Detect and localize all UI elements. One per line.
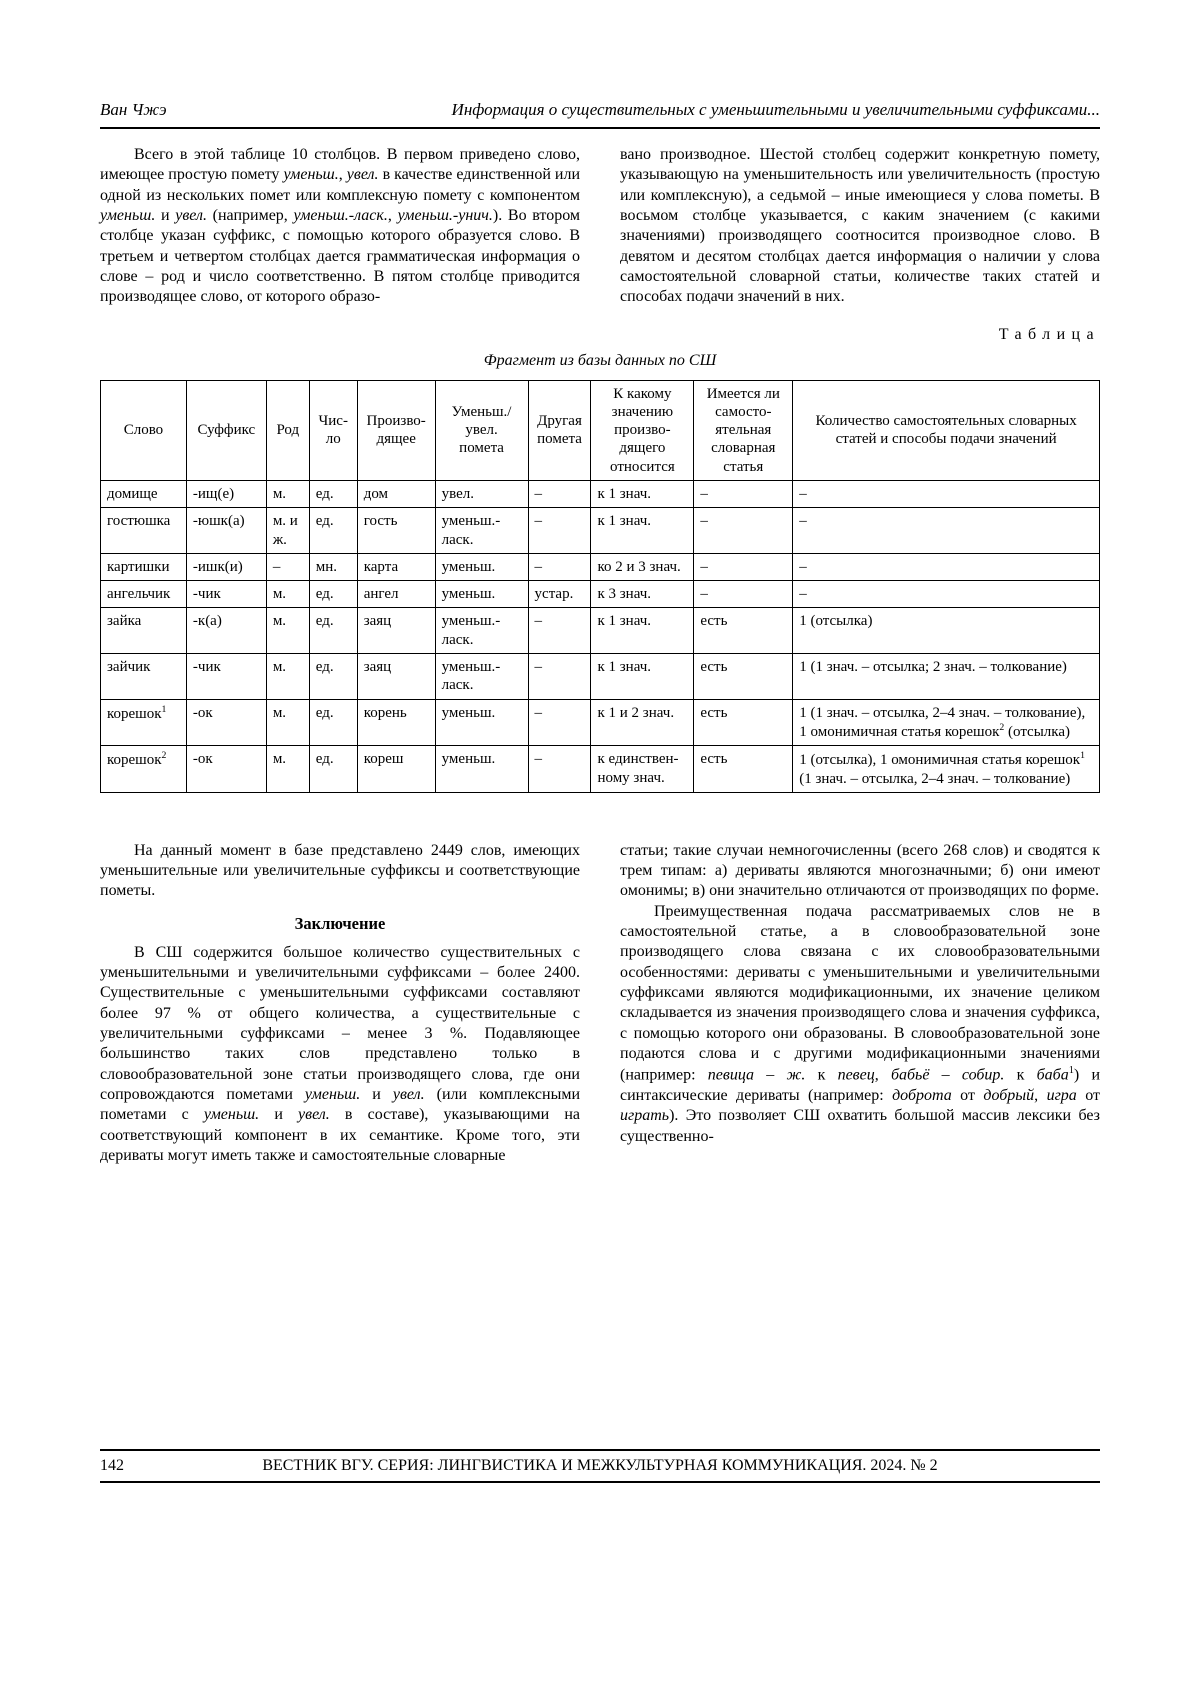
table-header-cell: Другая помета: [528, 380, 591, 480]
table-cell: есть: [694, 608, 793, 654]
table-cell: картишки: [101, 553, 187, 580]
table-cell: м.: [266, 581, 309, 608]
table-cell: м. и ж.: [266, 508, 309, 554]
page-number: 142: [100, 1457, 124, 1474]
table-header-row: [101, 380, 1100, 480]
table-cell: к 1 и 2 знач.: [591, 699, 694, 746]
paragraph: На данный момент в базе представлено 2449 слов, имеющих уменьшительные или увеличительные суффиксы и соответствующие пометы.: [100, 841, 580, 900]
table-cell: –: [793, 553, 1100, 580]
intro-right-paragraph: вано производное. Шестой столбец содержит конкретную помету, указывающую на уменьшительность или увеличительность (простую или комплексную), а седьмой – иные имеющиеся у слова пометы. В восьмом столбце указывается, с каким значением (с какими значениями) производящего соотносится производное слово. В девятом и десятом столбцах дается информация о наличии у слова самостоятельной словарной статьи, количестве таких статей и способах подачи значений в них.: [620, 146, 1100, 306]
table-cell: к 1 знач.: [591, 654, 694, 700]
table-cell: есть: [694, 699, 793, 746]
table-cell: ко 2 и 3 знач.: [591, 553, 694, 580]
table-cell: ед.: [309, 581, 357, 608]
intro-section: [100, 145, 1100, 308]
table-cell: м.: [266, 654, 309, 700]
table-cell: к 1 знач.: [591, 480, 694, 507]
table-cell: –: [528, 654, 591, 700]
table-cell: -к(а): [186, 608, 266, 654]
table-cell: –: [694, 480, 793, 507]
table-cell: уменьш.-ласк.: [435, 508, 528, 554]
table-header-cell: Имеется ли самостоятельная словарная статья: [694, 380, 793, 480]
table-cell: –: [694, 553, 793, 580]
table-caption: Фрагмент из базы данных по СШ: [483, 351, 717, 369]
table-cell: ед.: [309, 654, 357, 700]
table-cell: –: [793, 480, 1100, 507]
table-cell: ед.: [309, 508, 357, 554]
table-cell: –: [694, 508, 793, 554]
table-cell: –: [266, 553, 309, 580]
table-cell: -ок: [186, 746, 266, 793]
table-cell: –: [528, 699, 591, 746]
table-cell: мн.: [309, 553, 357, 580]
table-cell: уменьш.: [435, 553, 528, 580]
table-cell: ед.: [309, 699, 357, 746]
table-cell: заяц: [357, 654, 435, 700]
table-cell: есть: [694, 654, 793, 700]
table-row: [101, 480, 1100, 507]
table-cell: зайка: [101, 608, 187, 654]
table-cell: корешок$^2$: [101, 746, 187, 793]
table-cell: к единственному знач.: [591, 746, 694, 793]
table-header-cell: Суффикс: [186, 380, 266, 480]
table-cell: гостюшка: [101, 508, 187, 554]
table-cell: –: [793, 508, 1100, 554]
table-cell: -чик: [186, 654, 266, 700]
table-cell: м.: [266, 608, 309, 654]
table-cell: 1 (отсылка): [793, 608, 1100, 654]
table-header-cell: Число: [309, 380, 357, 480]
table-cell: домище: [101, 480, 187, 507]
table-cell: к 1 знач.: [591, 508, 694, 554]
table-header-cell: Уменьш./увел. помета: [435, 380, 528, 480]
table-cell: -юшк(а): [186, 508, 266, 554]
paragraph: статьи; такие случаи немногочисленны (всего 268 слов) и сводятся к трем типам: а) дериваты являются многозначными; б) они имеют омонимы; в) они значительно отличаются от производящих по форме.: [620, 841, 1100, 900]
running-header-author: Ван Чжэ: [100, 100, 167, 119]
table-cell: 1 (1 знач. – отсылка; 2 знач. – толкование): [793, 654, 1100, 700]
paragraph: В СШ содержится большое количество существительных с уменьшительными и увеличительными суффиксами – более 2400. Существительные с уменьшительными суффиксами составляют более 97 % от общего количества, а существительные с увеличительными суффиксами – менее 3 %. Подавляющее большинство таких слов представлено только в словообразовательной зоне статьи производящего слова, где они сопровождаются пометами уменьш. и увел. (или комплексными пометами с уменьш. и увел. в составе), указывающими на соответствующий компонент в их семантике. Кроме того, эти дериваты могут иметь также и самостоятельные словарные: [100, 943, 581, 1164]
table-cell: ангельчик: [101, 581, 187, 608]
table-header-cell: Слово: [101, 380, 187, 480]
table-cell: к 3 знач.: [591, 581, 694, 608]
table-cell: -чик: [186, 581, 266, 608]
table-cell: корешок$^1$: [101, 699, 187, 746]
intro-left-column: [100, 145, 580, 308]
table-cell: –: [528, 746, 591, 793]
intro-right-column: [620, 145, 1100, 308]
body-left-column: [100, 841, 580, 1166]
table-cell: м.: [266, 699, 309, 746]
journal-title: ВЕСТНИК ВГУ. СЕРИЯ: ЛИНГВИСТИКА И МЕЖКУЛЬТУРНАЯ КОММУНИКАЦИЯ. 2024. № 2: [262, 1457, 938, 1474]
table-cell: корень: [357, 699, 435, 746]
table-cell: карта: [357, 553, 435, 580]
intro-left-paragraph: Всего в этой таблице 10 столбцов. В первом приведено слово, имеющее простую помету уменьш., увел. в качестве единственной или одной из нескольких помет или комплексную помету с компонентом уменьш. и увел. (например, уменьш.-ласк., уменьш.-унич.). Во втором столбце указан суффикс, с помощью которого образуется слово. В третьем и четвертом столбцах дается грамматическая информация о слове – род и число соответственно. В пятом столбце приводится производящее слово, от которого образо-: [100, 146, 581, 306]
table-label: Таблица: [998, 325, 1100, 343]
table-cell: –: [528, 480, 591, 507]
table-row: [101, 508, 1100, 554]
table-cell: заяц: [357, 608, 435, 654]
running-header-title: Информация о существительных с уменьшительными и увеличительными суффиксами...: [451, 100, 1100, 119]
table-cell: ангел: [357, 581, 435, 608]
table-cell: 1 (отсылка), 1 омонимичная статья корешок$^1$ (1 знач. – отсылка, 2–4 знач. – толкование): [793, 746, 1100, 793]
table-cell: зайчик: [101, 654, 187, 700]
conclusion-heading: Заключение: [294, 913, 386, 933]
table-header-cell: Род: [266, 380, 309, 480]
table-cell: уменьш.-ласк.: [435, 654, 528, 700]
table-cell: –: [528, 608, 591, 654]
table-cell: ед.: [309, 608, 357, 654]
table-header-cell: К какому значению производящего относится: [591, 380, 694, 480]
table-cell: уменьш.: [435, 699, 528, 746]
table-cell: ед.: [309, 746, 357, 793]
table-cell: -ищ(е): [186, 480, 266, 507]
table-body: [101, 480, 1100, 792]
table-row: [101, 553, 1100, 580]
table-row: [101, 699, 1100, 746]
body-section: [100, 841, 1100, 1166]
page-footer: [100, 1449, 1100, 1483]
table-row: [101, 608, 1100, 654]
table-row: [101, 654, 1100, 700]
table-cell: –: [694, 581, 793, 608]
table-cell: гость: [357, 508, 435, 554]
table-cell: дом: [357, 480, 435, 507]
table-cell: есть: [694, 746, 793, 793]
table-cell: -ок: [186, 699, 266, 746]
table-cell: –: [793, 581, 1100, 608]
paragraph: Преимущественная подача рассматриваемых слов не в самостоятельной статье, а в словообразовательной зоне производящего слова связана с их словообразовательными особенностями: дериваты с уменьшительными и увеличительными суффиксами являются модификационными, их значение целиком складывается из значения производящего слова и значения суффикса, с помощью которого они образованы. В словообразовательной зоне подаются слова и с другими модификационными значениями (например: певица – ж. к певец, бабьё – собир. к баба$^1$) и синтаксические дериваты (например: доброта от добрый, игра от играть). Это позволяет СШ охватить большой массив лексики без существенно-: [620, 902, 1101, 1145]
table-cell: –: [528, 553, 591, 580]
running-header: [100, 100, 1100, 129]
table-cell: увел.: [435, 480, 528, 507]
table-row: [101, 581, 1100, 608]
table-row: [101, 746, 1100, 793]
table-cell: устар.: [528, 581, 591, 608]
table-header-cell: Количество самостоятельных словарных статей и способы подачи значений: [793, 380, 1100, 480]
table-cell: уменьш.: [435, 581, 528, 608]
table-cell: м.: [266, 746, 309, 793]
table-header-cell: Производящее: [357, 380, 435, 480]
data-table: [100, 380, 1100, 793]
table-cell: к 1 знач.: [591, 608, 694, 654]
table-cell: уменьш.-ласк.: [435, 608, 528, 654]
table-cell: кореш: [357, 746, 435, 793]
table-cell: -ишк(и): [186, 553, 266, 580]
body-right-column: [620, 841, 1100, 1166]
table-cell: м.: [266, 480, 309, 507]
table-cell: ед.: [309, 480, 357, 507]
table-cell: –: [528, 508, 591, 554]
table-cell: 1 (1 знач. – отсылка, 2–4 знач. – толкование), 1 омонимичная статья корешок$^2$ (отсылка): [793, 699, 1100, 746]
table-cell: уменьш.: [435, 746, 528, 793]
